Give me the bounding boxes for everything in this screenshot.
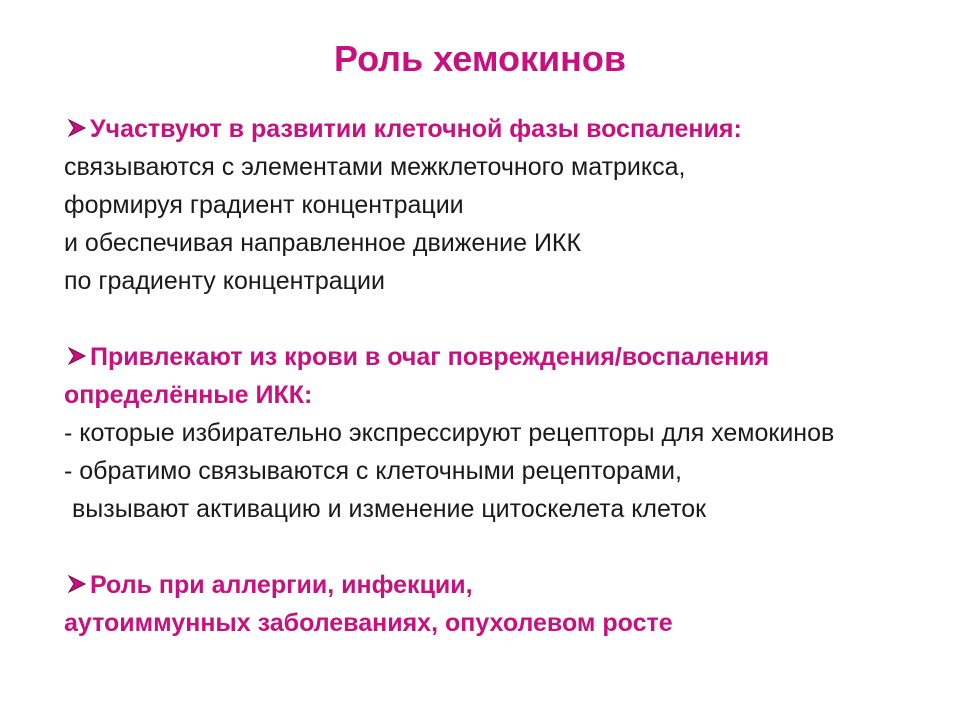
section-1-line-1: связываются с элементами межклеточного матрикса, xyxy=(64,153,686,181)
section-1-line-3: и обеспечивая направленное движение ИКК xyxy=(64,229,582,257)
section-3-heading-line-2: аутоиммунных заболеваниях, опухолевом росте xyxy=(64,609,673,637)
section-2-line-2: - обратимо связываются с клеточными рецепторами, xyxy=(64,457,682,485)
section-2-heading-line-2: определённые ИКК: xyxy=(64,381,313,409)
section-1-line-4: по градиенту концентрации xyxy=(64,267,385,295)
section-3-heading xyxy=(66,570,473,600)
arrow-bullet-icon xyxy=(66,345,88,367)
arrow-bullet-icon xyxy=(66,117,88,139)
section-2-heading xyxy=(66,342,769,372)
slide-title: Роль хемокинов xyxy=(333,38,627,79)
section-1-line-2: формируя градиент концентрации xyxy=(64,191,464,219)
section-2-heading-text: Привлекают из крови в очаг повреждения/воспаления xyxy=(90,343,770,371)
section-3-heading-text: Роль при аллергии, инфекции, xyxy=(90,571,473,599)
arrow-bullet-icon xyxy=(66,573,88,595)
section-2-line-1: - которые избирательно экспрессируют рецепторы для хемокинов xyxy=(64,419,835,447)
section-1-heading-text: Участвуют в развитии клеточной фазы воспаления: xyxy=(90,115,742,143)
section-2-line-3: вызывают активацию и изменение цитоскелета клеток xyxy=(72,495,707,523)
section-1-heading xyxy=(66,114,742,144)
